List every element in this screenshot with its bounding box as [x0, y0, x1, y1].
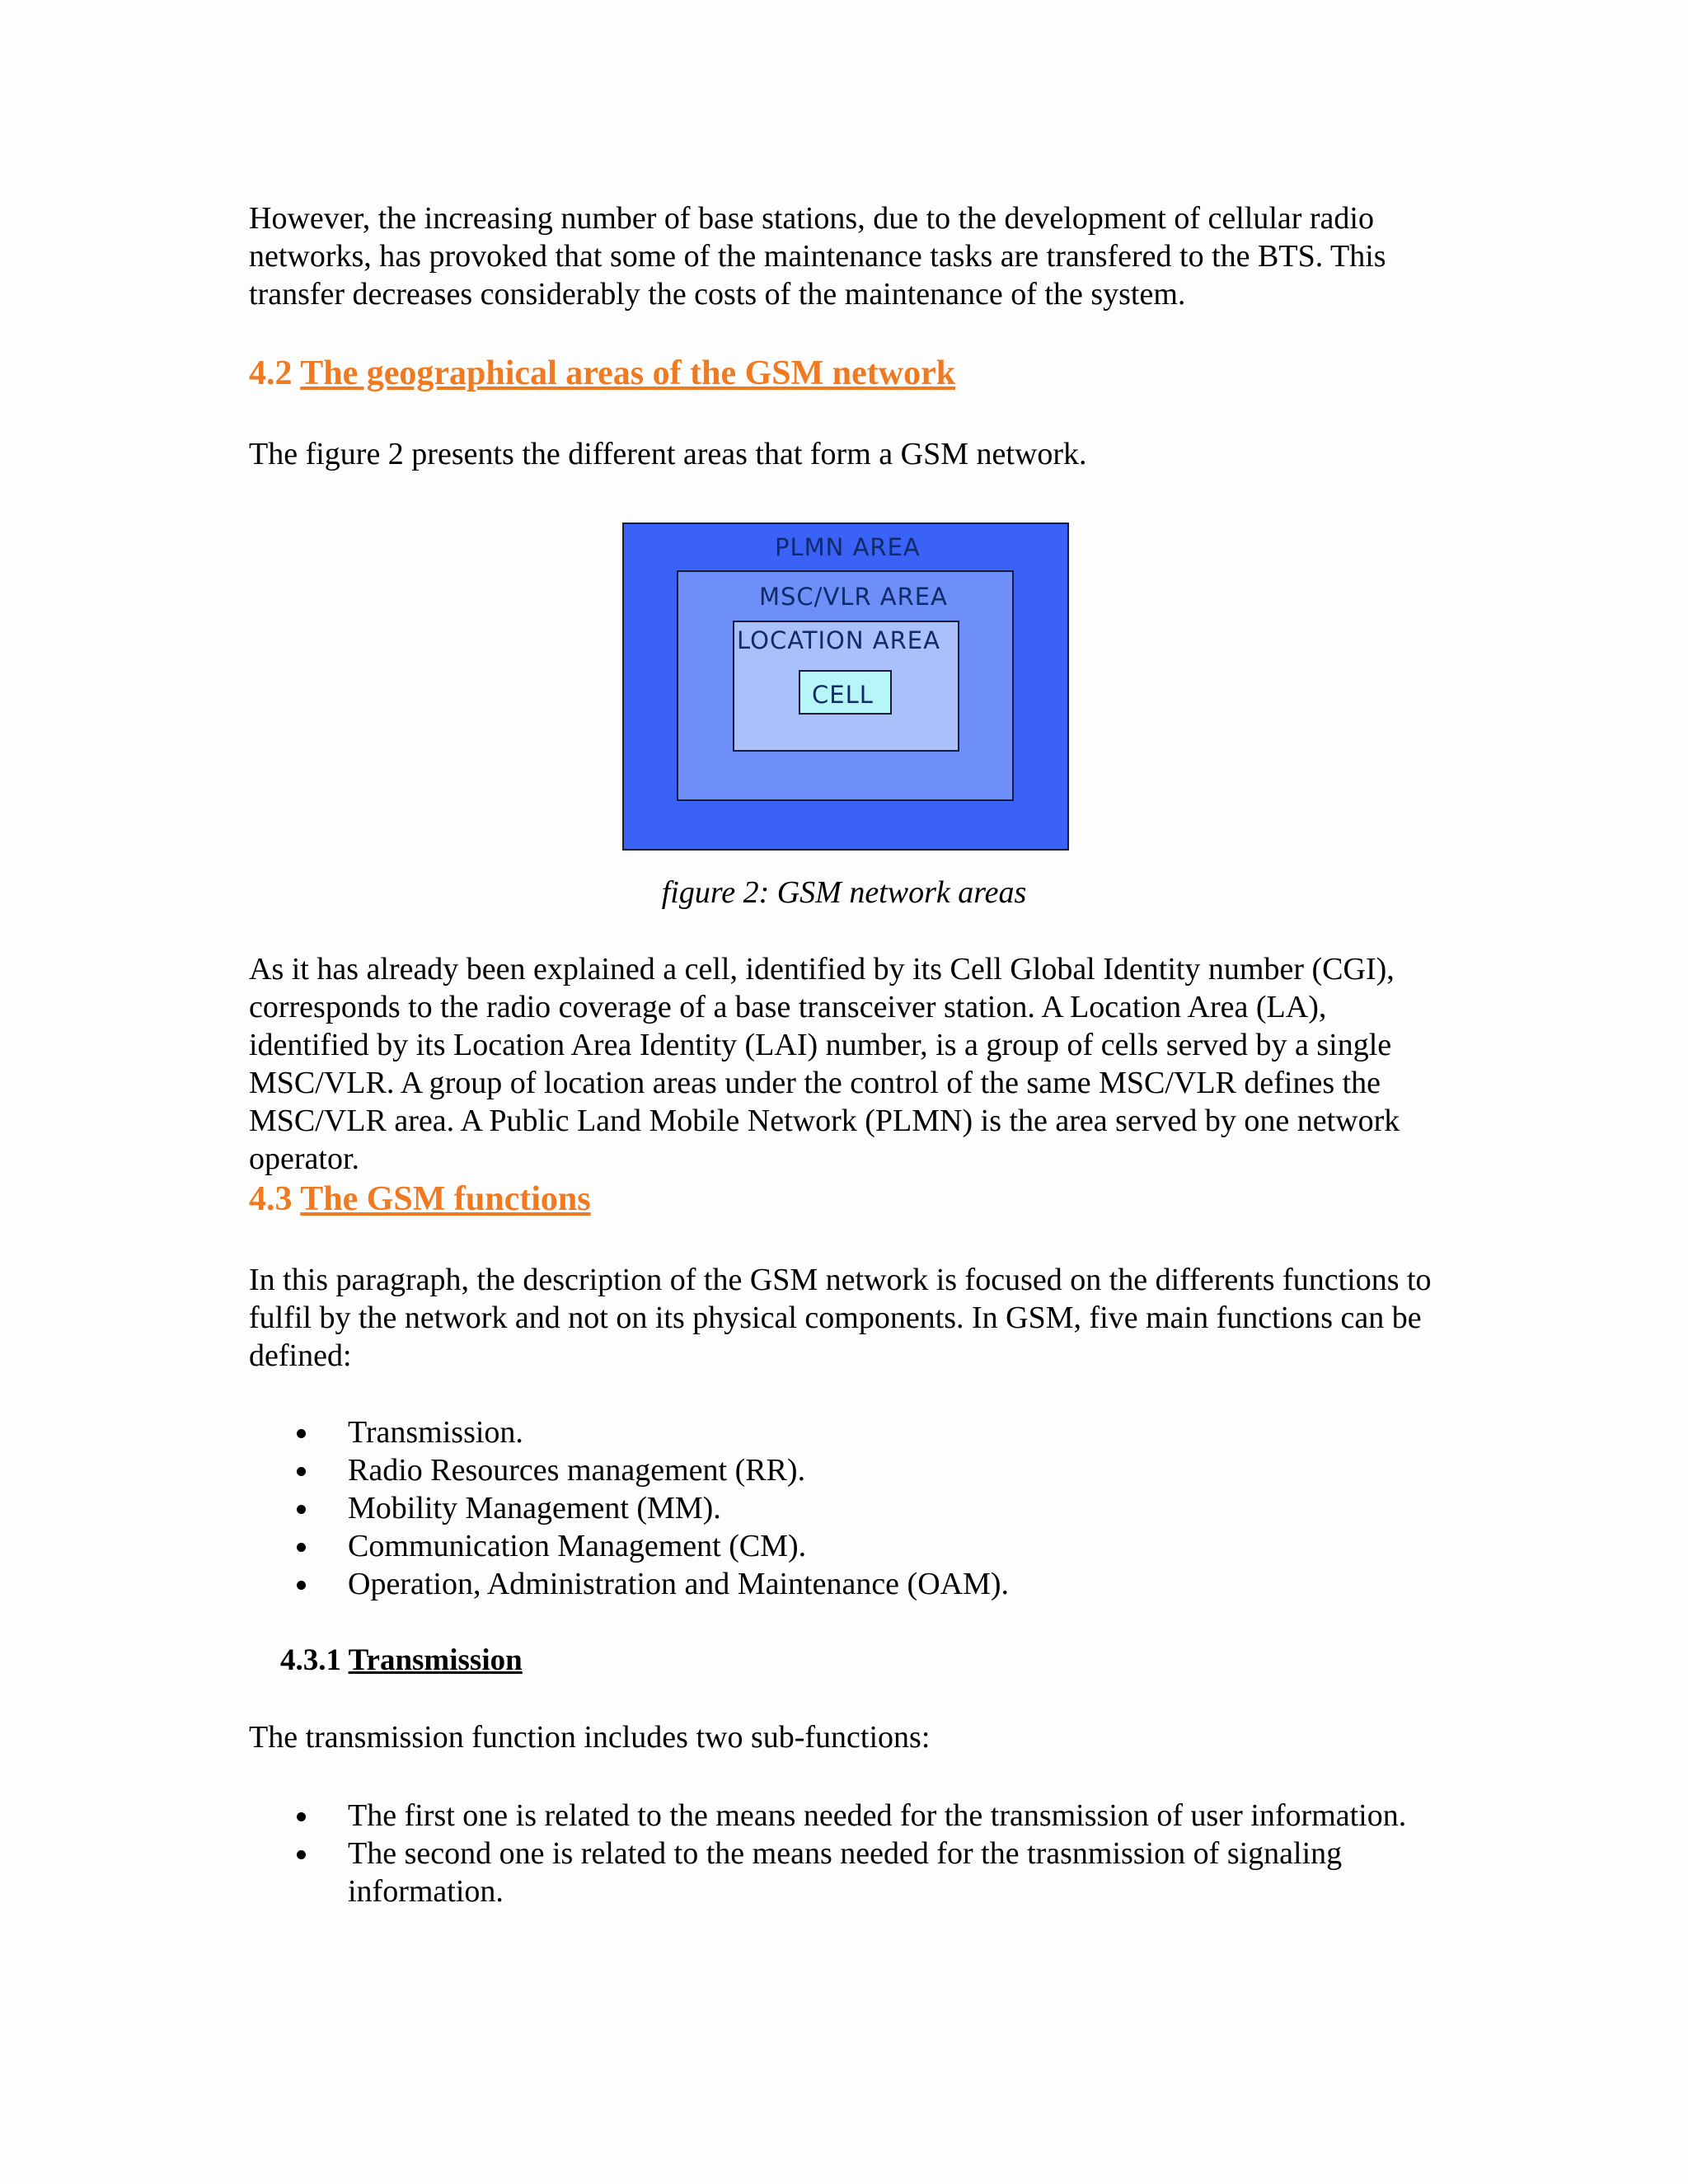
section-heading-4-3-1 [280, 1643, 523, 1679]
section-heading-4-3 [249, 1179, 591, 1220]
list-item: The first one is related to the means needed for the transmission of user information. [249, 1797, 1419, 1835]
section-number: 4.2 [249, 354, 293, 392]
location-area-label: LOCATION AREA [737, 626, 940, 654]
figure-caption: figure 2: GSM network areas [661, 875, 1027, 910]
paragraph-figure-intro: The figure 2 presents the different areas that form a GSM network. [249, 437, 1087, 471]
list-item: Communication Management (CM). [249, 1527, 1452, 1565]
paragraph-transmission-intro: The transmission function includes two sub-functions: [249, 1720, 931, 1755]
section-title: The geographical areas of the GSM network [300, 354, 956, 392]
list-item: Operation, Administration and Maintenance (OAM). [249, 1565, 1452, 1603]
list-item: Transmission. [249, 1413, 1452, 1451]
msc-vlr-area-label: MSC/VLR AREA [759, 583, 948, 611]
list-item: Mobility Management (MM). [249, 1489, 1452, 1527]
bullet-icon [297, 1850, 306, 1859]
list-item: Radio Resources management (RR). [249, 1451, 1452, 1489]
bullet-icon [297, 1467, 306, 1476]
bullet-icon [297, 1812, 306, 1821]
section-title: The GSM functions [300, 1180, 591, 1218]
list-item: The second one is related to the means needed for the trasnmission of signaling information. [249, 1835, 1419, 1910]
paragraph-bts-maintenance: However, the increasing number of base stations, due to the development of cellular radio networks, has provoked that some of the maintenance tasks are transfered to the BTS. This transfer decreases considerably the costs of the maintenance of the system. [249, 201, 1386, 312]
section-number: 4.3.1 [280, 1643, 341, 1677]
transmission-list [249, 1797, 1419, 1910]
bullet-icon [297, 1505, 306, 1514]
bullet-icon [297, 1581, 306, 1590]
bullet-icon [297, 1429, 306, 1438]
functions-list [249, 1413, 1452, 1603]
section-title: Transmission [348, 1643, 523, 1677]
section-heading-4-2 [249, 353, 955, 394]
bullet-icon [297, 1543, 306, 1552]
cell-label: CELL [812, 681, 874, 709]
plmn-area-label: PLMN AREA [775, 533, 921, 561]
section-number: 4.3 [249, 1180, 293, 1218]
paragraph-functions-intro: In this paragraph, the description of the GSM network is focused on the differents functions to fulfil by the network and not on its physical components. In GSM, five main functions can be defined: [249, 1263, 1432, 1373]
paragraph-areas-explanation: As it has already been explained a cell, identified by its Cell Global Identity number (CGI), corresponds to the radio coverage of a base transceiver station. A Location Area (LA), identified by its Location Area Identity (LAI) number, is a group of cells served by a single MSC/VLR. A group of location areas under the control of the same MSC/VLR defines the MSC/VLR area. A Public Land Mobile Network (PLMN) is the area served by one network operator. [249, 952, 1400, 1176]
